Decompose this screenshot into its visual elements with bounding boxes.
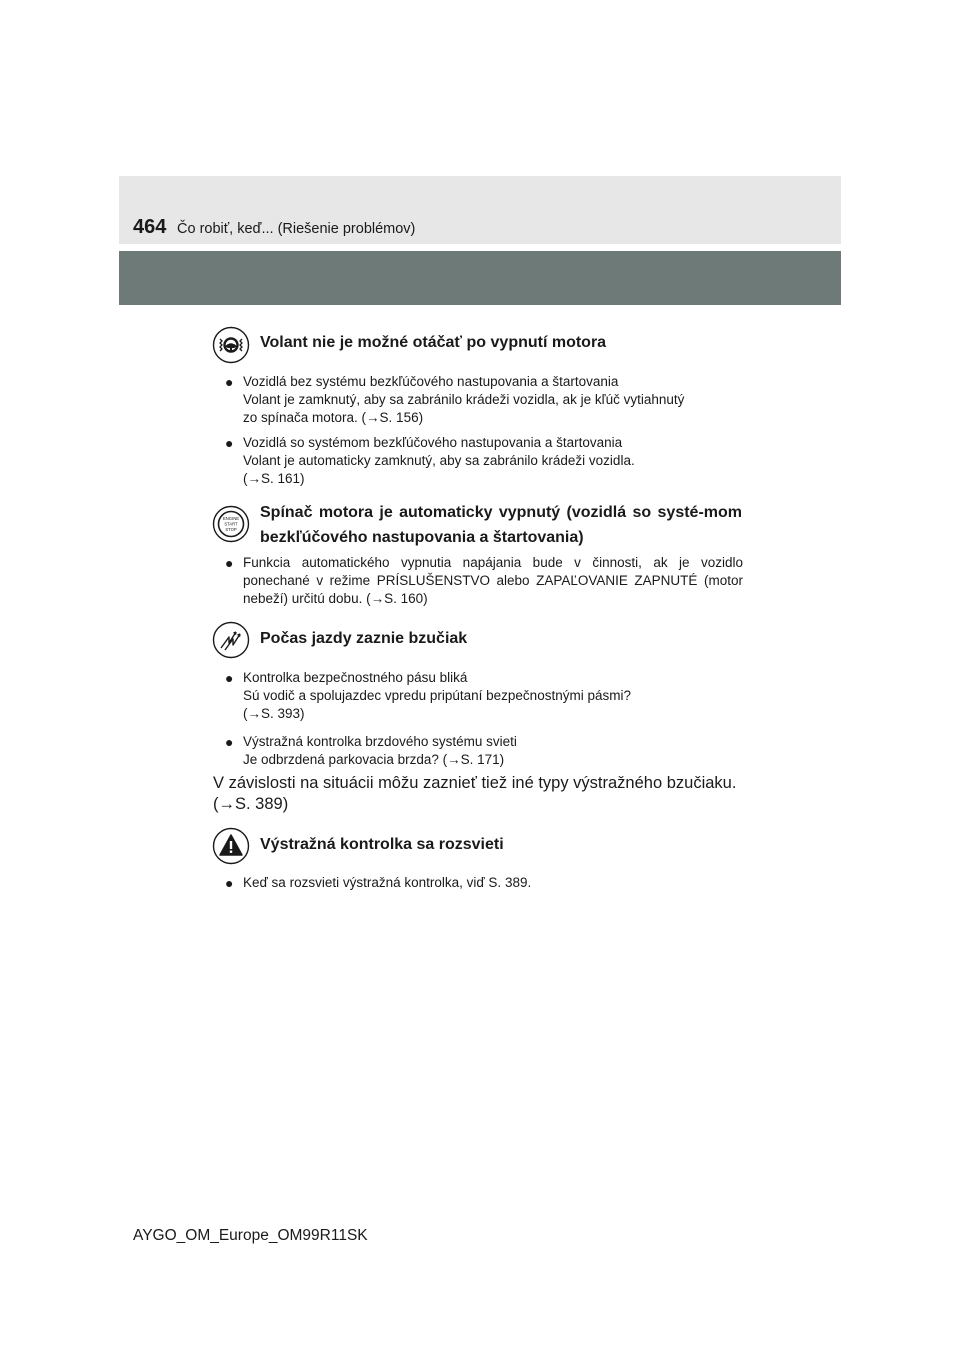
item-text: zo spínača motora. (→S. 156) [243, 410, 424, 425]
list-item [243, 373, 743, 427]
list-item [243, 733, 743, 769]
note-line: V závislosti na situácii môžu zaznieť tiež iné typy výstražného bzučiaku. [213, 774, 737, 792]
list-item [243, 434, 743, 488]
icon-text: ENGINE [222, 516, 240, 521]
warning-triangle-icon [212, 827, 250, 865]
bullet: ● [225, 875, 234, 891]
bullet: ● [225, 670, 234, 686]
list-item: Keď sa rozsvieti výstražná kontrolka, viď S. 389. [243, 875, 532, 890]
list-item [243, 669, 743, 723]
page-number: 464 [133, 216, 167, 238]
section-title: Spínač motora je automaticky vypnutý (vozidlá so systé-mom bezkľúčového nastupovania a štartovania) [260, 504, 742, 546]
item-heading: Vozidlá bez systému bezkľúčového nastupovania a štartovania [243, 374, 619, 389]
section-band [119, 251, 841, 305]
item-heading: Výstražná kontrolka brzdového systému svieti [243, 734, 517, 749]
bullet: ● [225, 555, 234, 571]
buzzer-sound-icon [212, 621, 250, 659]
item-text: Sú vodič a spolujazdec vpredu pripútaní bezpečnostnými pásmi? [243, 688, 631, 703]
item-heading: Kontrolka bezpečnostného pásu bliká [243, 670, 468, 685]
bullet: ● [225, 734, 234, 750]
chapter-title: Čo robiť, keď... (Riešenie problémov) [177, 221, 416, 237]
section-title: Výstražná kontrolka sa rozsvieti [260, 836, 504, 853]
item-text: Volant je automaticky zamknutý, aby sa zabránilo krádeži vozidla. [243, 453, 635, 468]
engine-start-stop-button-icon [212, 505, 250, 543]
steering-wheel-lock-icon [212, 326, 250, 364]
item-text: Volant je zamknutý, aby sa zabránilo krádeži vozidla, ak je kľúč vytiahnutý [243, 392, 685, 407]
list-item: Funkcia automatického vypnutia napájania bude v činnosti, ak je vozidlo ponechané v režime PRÍSLUŠENSTVO alebo ZAPAĽOVANIE ZAPNUTÉ (motor nebeží) určitú dobu. (→S. 160) [243, 555, 743, 606]
note-paragraph [213, 773, 748, 815]
icon-text: START [224, 521, 238, 527]
bullet: ● [225, 374, 234, 390]
item-text: (→S. 161) [243, 471, 305, 486]
document-code: AYGO_OM_Europe_OM99R11SK [133, 1227, 368, 1244]
item-text: Je odbrzdená parkovacia brzda? (→S. 171) [243, 752, 505, 767]
section-title: Volant nie je možné otáčať po vypnutí motora [260, 334, 607, 351]
note-line: (→S. 389) [213, 795, 289, 813]
section-title: Počas jazdy zaznie bzučiak [260, 630, 468, 647]
bullet: ● [225, 435, 234, 451]
item-text: (→S. 393) [243, 706, 305, 721]
item-heading: Vozidlá so systémom bezkľúčového nastupovania a štartovania [243, 435, 623, 450]
icon-text: STOP [225, 527, 237, 532]
